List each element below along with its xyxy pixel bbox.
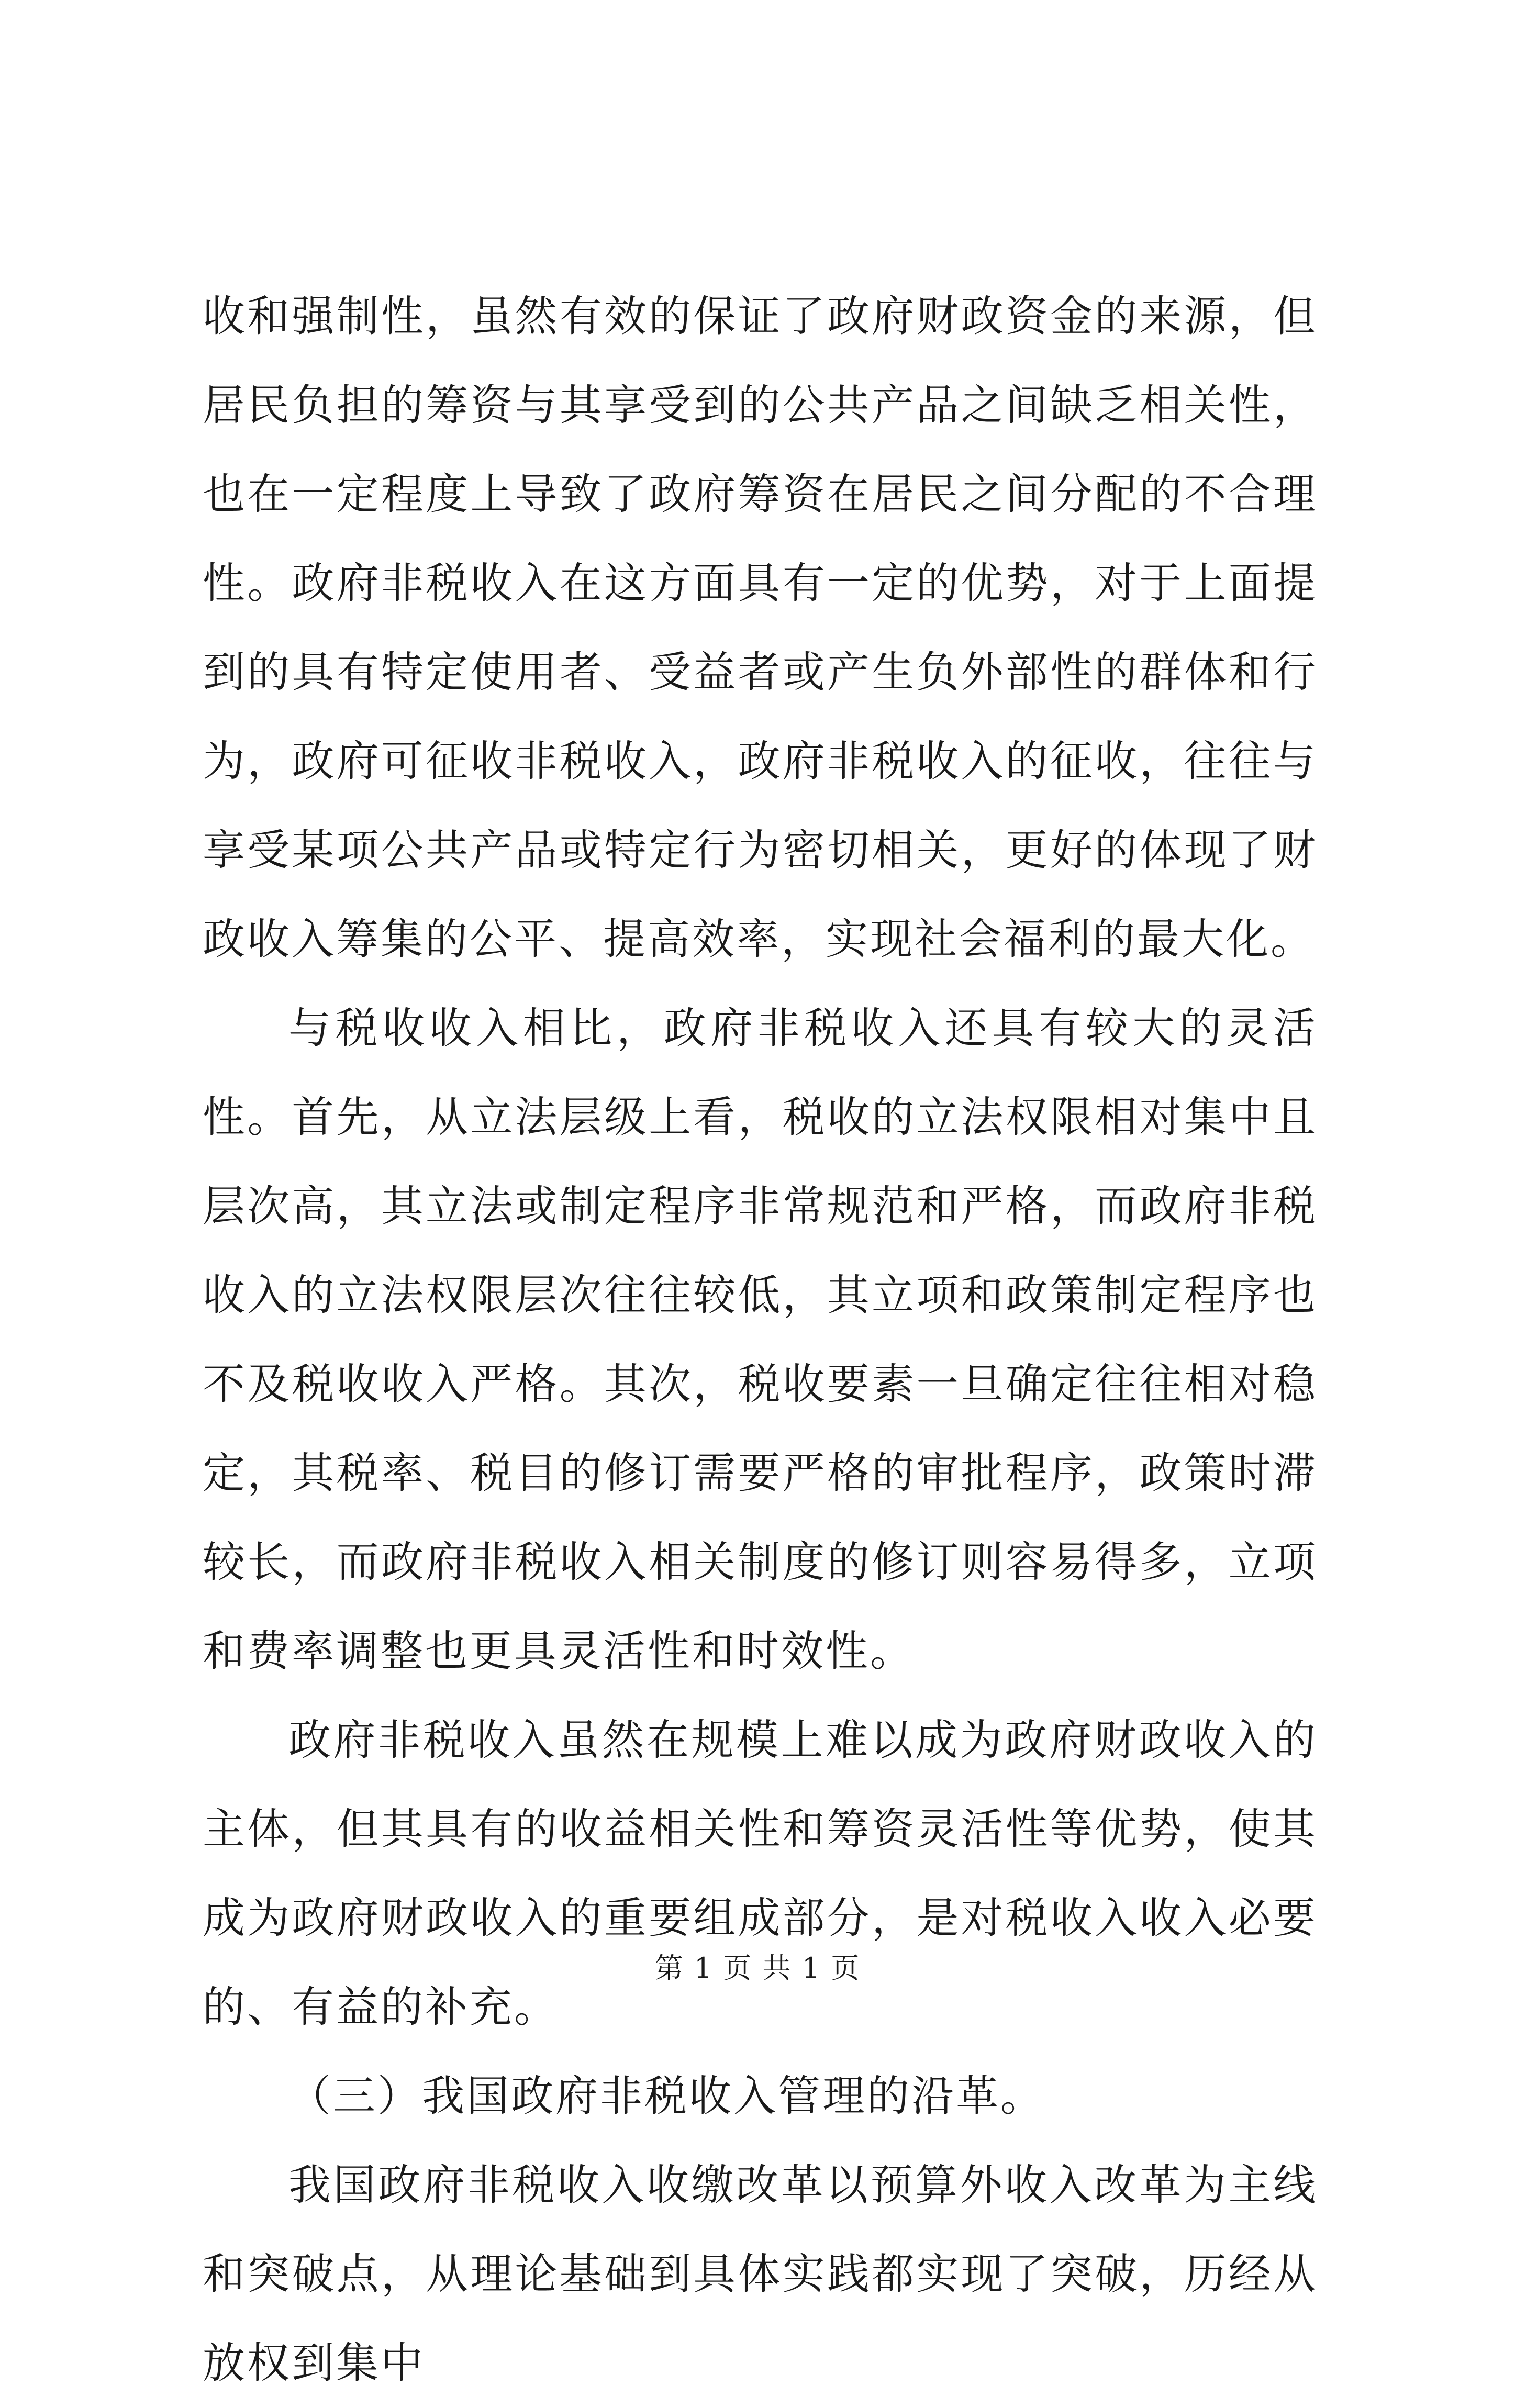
document-body — [203, 272, 1318, 2408]
paragraph-continued: 收和强制性，虽然有效的保证了政府财政资金的来源，但居民负担的筹资与其享受到的公共产品之间缺乏相关性，也在一定程度上导致了政府筹资在居民之间分配的不合理性。政府非税收入在这方面具有一定的优势，对于上面提到的具有特定使用者、受益者或产生负外部性的群体和行为，政府可征收非税收入，政府非税收入的征收，往往与享受某项公共产品或特定行为密切相关，更好的体现了财政收入筹集的公平、提高效率，实现社会福利的最大化。 — [203, 292, 1318, 964]
section-heading: （三）我国政府非税收入管理的沿革。 — [288, 2072, 1045, 2121]
page-footer: 第 1 页 共 1 页 — [654, 1952, 861, 1985]
paragraph-supplement: 政府非税收入虽然在规模上难以成为政府财政收入的主体，但其具有的收益相关性和筹资灵活性等优势，使其成为政府财政收入的重要组成部分，是对税收入收入必要的、有益的补充。 — [203, 1716, 1318, 2032]
paragraph-history: 我国政府非税收入收缴改革以预算外收入改革为主线和突破点，从理论基础到具体实践都实现了突破，历经从放权到集中 — [203, 2161, 1318, 2388]
paragraph-flexibility: 与税收收入相比，政府非税收入还具有较大的灵活性。首先，从立法层级上看，税收的立法权限相对集中且层次高，其立法或制定程序非常规范和严格，而政府非税收入的立法权限层次往往较低，其立项和政策制定程序也不及税收收入严格。其次，税收要素一旦确定往往相对稳定，其税率、税目的修订需要严格的审批程序，政策时滞较长，而政府非税收入相关制度的修订则容易得多，立项和费率调整也更具灵活性和时效性。 — [203, 1004, 1318, 1676]
